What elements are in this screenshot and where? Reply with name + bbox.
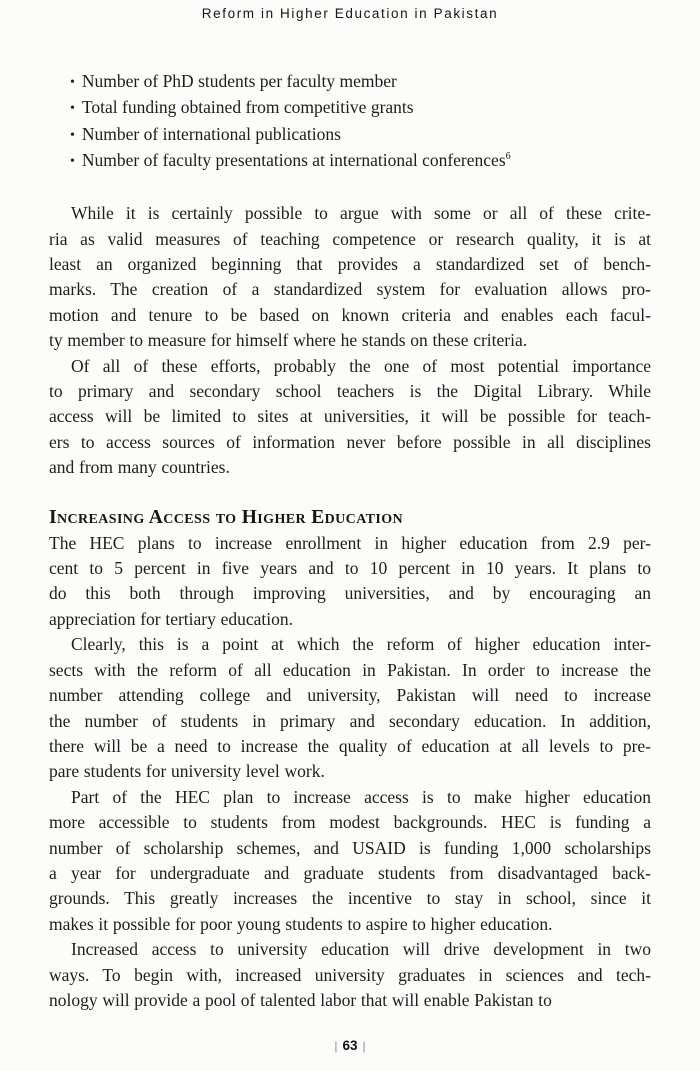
text-line: and from many countries. bbox=[49, 457, 230, 478]
paragraph bbox=[49, 531, 651, 633]
text-line: cent to 5 percent in five years and to 10 percent in 10 years. It plans to bbox=[49, 558, 651, 579]
page-number: 63 bbox=[342, 1038, 358, 1053]
bullet-item bbox=[49, 148, 651, 174]
bullet-text: Number of international publications bbox=[81, 123, 341, 144]
section-heading: Increasing Access to Higher Education bbox=[49, 506, 404, 528]
text-line: more accessible to students from modest backgrounds. HEC is funding a bbox=[49, 812, 651, 833]
paragraph bbox=[49, 354, 651, 481]
text-line: motion and tenure to be based on known criteria and enables each facul- bbox=[49, 304, 651, 325]
bullet-item bbox=[49, 95, 651, 121]
text-line: do this both through improving universities, and by encouraging an bbox=[49, 583, 651, 604]
text-line: there will be a need to increase the quality of education at all levels to pre- bbox=[49, 735, 651, 756]
text-line: ers to access sources of information never before possible in all disciplines bbox=[49, 431, 651, 452]
text-line: makes it possible for poor young students to aspire to higher education. bbox=[49, 913, 553, 934]
paragraph bbox=[49, 632, 651, 784]
bullet-item bbox=[49, 122, 651, 148]
page-body bbox=[49, 69, 651, 1013]
bullet-text: Number of faculty presentations at international conferences$^6$ bbox=[81, 149, 511, 170]
page-footer bbox=[0, 1037, 700, 1055]
bullet-icon: • bbox=[70, 75, 75, 90]
paragraph bbox=[49, 785, 651, 937]
text-line: While it is certainly possible to argue with some or all of these crite- bbox=[71, 203, 651, 224]
bullet-icon: • bbox=[70, 127, 75, 143]
text-line: the number of students in primary and secondary education. In addition, bbox=[49, 710, 651, 731]
text-line: nology will provide a pool of talented labor that will enable Pakistan to bbox=[49, 989, 552, 1010]
text-line: Part of the HEC plan to increase access is to make higher education bbox=[71, 786, 651, 807]
paragraph bbox=[49, 937, 651, 1013]
text-line: grounds. This greatly increases the incentive to stay in school, since it bbox=[49, 888, 651, 909]
text-line: marks. The creation of a standardized system for evaluation allows pro- bbox=[49, 279, 651, 300]
bullet-text: Total funding obtained from competitive grants bbox=[81, 97, 414, 118]
bullet-item bbox=[49, 69, 651, 95]
text-line: number of scholarship schemes, and USAID is funding 1,000 scholarships bbox=[49, 837, 651, 858]
text-line: pare students for university level work. bbox=[49, 761, 325, 782]
text-line: Clearly, this is a point at which the reform of higher education inter- bbox=[71, 634, 651, 655]
text-line: number attending college and university, Pakistan will need to increase bbox=[49, 685, 651, 706]
text-line: a year for undergraduate and graduate students from disadvantaged back- bbox=[49, 862, 651, 883]
bullet-icon: • bbox=[70, 101, 75, 117]
bullet-list bbox=[49, 69, 651, 174]
text-line: ty member to measure for himself where he stands on these criteria. bbox=[49, 330, 528, 351]
text-line: access will be limited to sites at universities, it will be possible for teach- bbox=[49, 406, 651, 427]
running-header: Reform in Higher Education in Pakistan bbox=[201, 6, 499, 21]
bullet-text: Number of PhD students per faculty member bbox=[81, 71, 397, 91]
footnote-ref: 6 bbox=[505, 151, 511, 163]
text-line: least an organized beginning that provides a standardized set of bench- bbox=[49, 254, 651, 274]
text-line: appreciation for tertiary education. bbox=[49, 608, 293, 629]
text-line: ways. To begin with, increased university graduates in sciences and tech- bbox=[49, 964, 651, 985]
page-number-separator-left: | bbox=[334, 1039, 338, 1053]
text-line: Of all of these efforts, probably the one of most potential importance bbox=[71, 355, 651, 376]
page-number-separator-right: | bbox=[362, 1039, 366, 1053]
text-line: sects with the reform of all education in Pakistan. In order to increase the bbox=[49, 659, 651, 680]
bullet-icon: • bbox=[70, 153, 75, 169]
text-line: The HEC plans to increase enrollment in higher education from 2.9 per- bbox=[49, 532, 651, 553]
text-line: Increased access to university education will drive development in two bbox=[71, 939, 651, 960]
text-line: ria as valid measures of teaching competence or research quality, it is at bbox=[49, 228, 651, 249]
text-line: to primary and secondary school teachers is the Digital Library. While bbox=[49, 381, 651, 402]
paragraph bbox=[49, 201, 651, 353]
